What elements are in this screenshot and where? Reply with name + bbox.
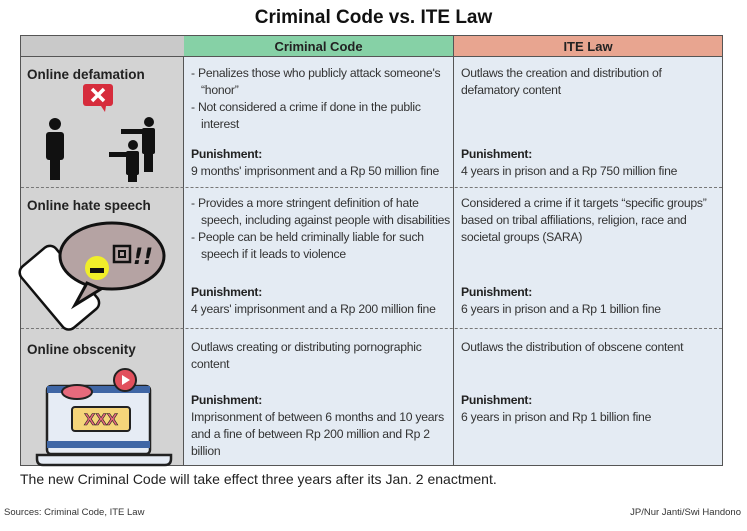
punishment-label: Punishment: [191,393,263,407]
punishment-text: 6 years in prison and a Rp 1 billion fine [461,302,661,316]
punishment-label: Punishment: [191,147,263,161]
obscenity-laptop-icon [35,361,175,467]
punishment-label: Punishment: [191,285,263,299]
hate-speech-phone-icon [17,218,167,338]
svg-text:!!: !! [133,245,154,270]
bullet-text: Provides a more stringent definition of hate speech, including against people with disabilities [197,196,451,227]
footnote: The new Criminal Code will take effect three years after its Jan. 2 enactment. [20,471,497,487]
header-criminal-code: Criminal Code [184,36,454,57]
criminal-code-hate-speech-punishment [191,284,453,318]
sources: Sources: Criminal Code, ITE Law [4,507,145,518]
punishment-text: 9 months' imprisonment and a Rp 50 million fine [191,164,439,178]
bullet-text: People can be held criminally liable for such speech if it leads to violence [197,230,424,261]
bullet-text: Penalizes those who publicly attack someone's “honor” [197,66,441,97]
ite-defamation-punishment [461,146,723,180]
criminal-code-defamation-punishment [191,146,453,180]
bullet: - Provides a more stringent definition of hate speech, including against people with disabilities [191,196,451,227]
row-label-obscenity: Online obscenity [27,342,136,357]
credit: JP/Nur Janti/Swi Handono [630,507,741,518]
defamation-people-icon [41,82,156,182]
row-label-defamation: Online defamation [27,67,145,82]
row-divider [21,187,722,188]
punishment-text: Imprisonment of between 6 months and 10 years and a fine of between Rp 200 million and Rp 2 billion [191,410,444,458]
bullet: - Not considered a crime if done in the public interest [191,100,421,131]
criminal-code-obscenity-text: Outlaws creating or distributing pornographic content [191,340,422,371]
ite-hate-speech-punishment [461,284,723,318]
header-empty [21,36,184,57]
ite-hate-speech-text: Considered a crime if it targets “specific groups” based on tribal affiliations, religion, race and societal groups (SARA) [461,196,707,244]
punishment-text: 6 years in prison and Rp 1 billion fine [461,410,652,424]
punishment-label: Punishment: [461,393,533,407]
ite-obscenity-text: Outlaws the distribution of obscene content [461,340,684,354]
criminal-code-defamation-text [191,65,451,133]
punishment-text: 4 years in prison and a Rp 750 million fine [461,164,678,178]
ite-obscenity-punishment [461,392,723,426]
bullet-text: Not considered a crime if done in the public interest [197,100,421,131]
header-ite-law: ITE Law [454,36,722,57]
criminal-code-obscenity-punishment [191,392,446,460]
bullet: - Penalizes those who publicly attack someone's “honor” [191,66,441,97]
bullet: - People can be held criminally liable for such speech if it leads to violence [191,230,424,261]
punishment-label: Punishment: [461,285,533,299]
punishment-text: 4 years' imprisonment and a Rp 200 million fine [191,302,436,316]
criminal-code-hate-speech-text [191,195,453,263]
ite-defamation-text: Outlaws the creation and distribution of defamatory content [461,66,662,97]
row-label-hate-speech: Online hate speech [27,198,151,213]
xxx-label: XXX [83,410,119,429]
punishment-label: Punishment: [461,147,533,161]
page-title: Criminal Code vs. ITE Law [254,7,493,28]
comparison-table [20,35,723,466]
